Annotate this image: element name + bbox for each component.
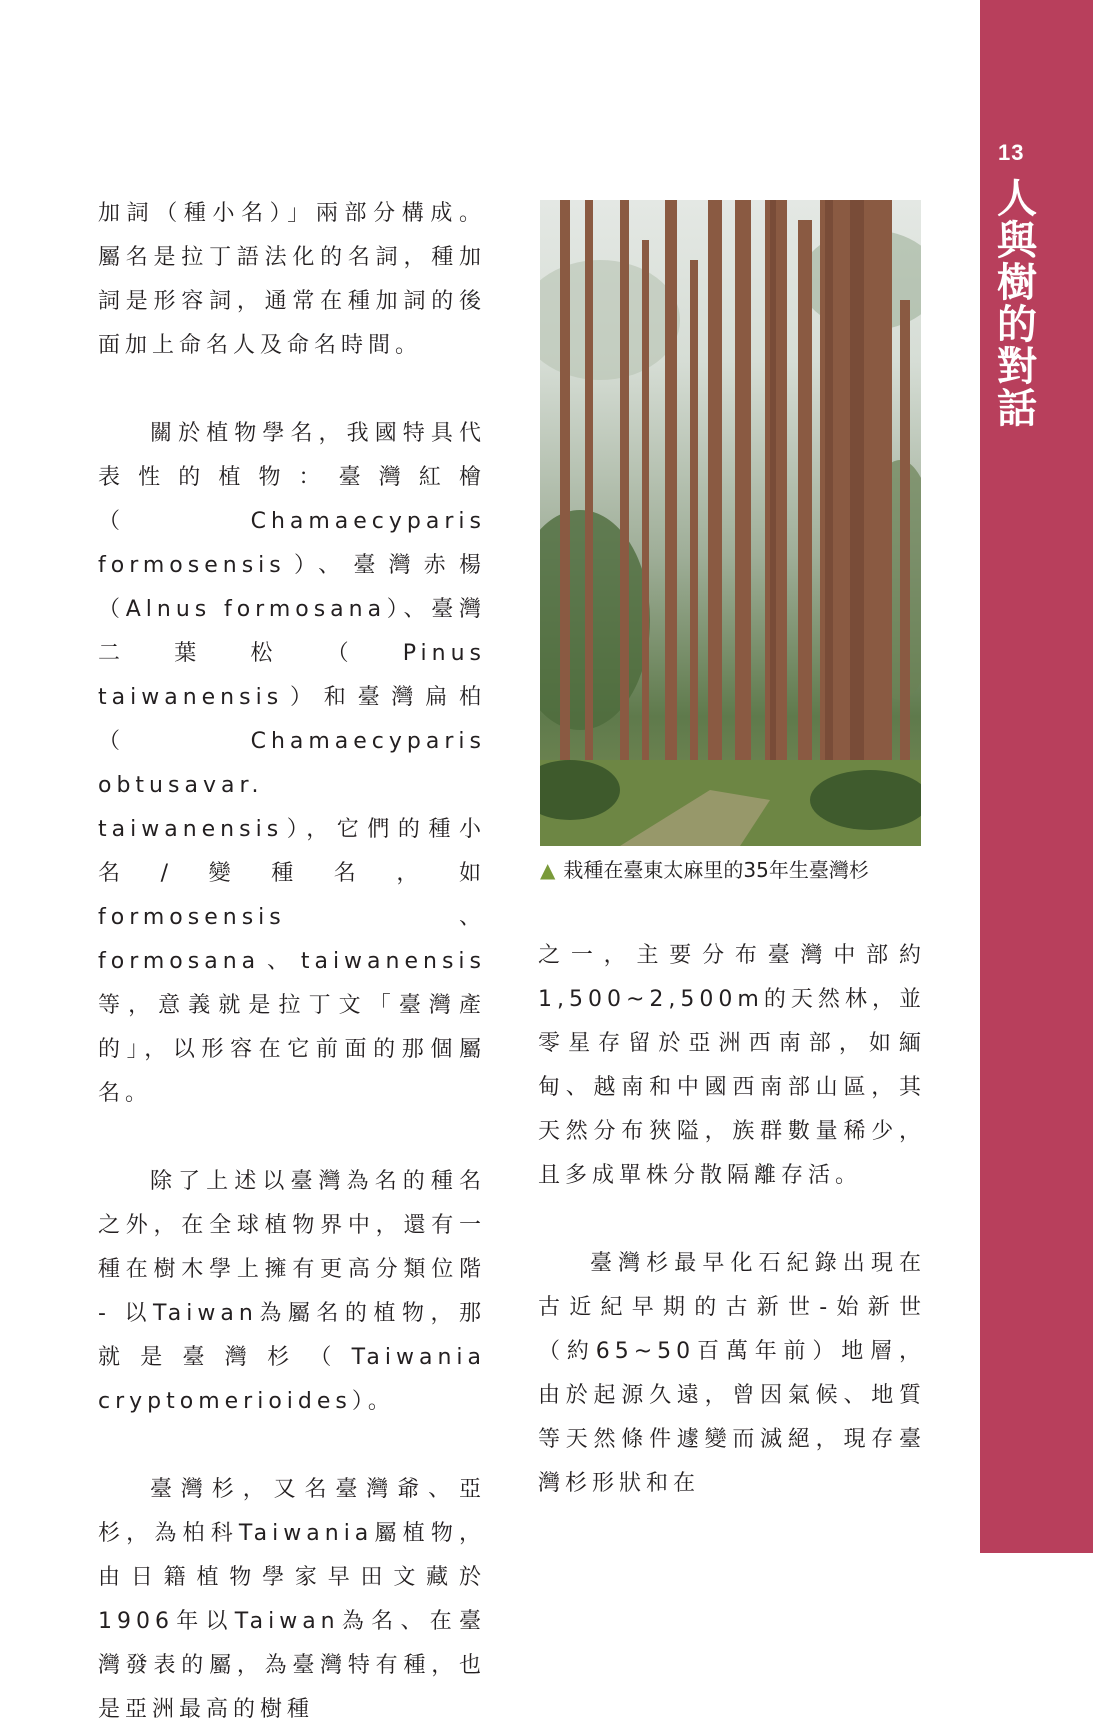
paragraph: 加詞（種小名）」兩部分構成。屬名是拉丁語法化的名詞，種加詞是形容詞，通常在種加詞的後面加上命名人及命名時間。 xyxy=(98,201,486,358)
forest-photo xyxy=(540,200,921,846)
paragraph: 除了上述以臺灣為名的種名之外，在全球植物界中，還有一種在樹木學上擁有更高分類位階 - 以Taiwan為屬名的植物，那就是臺灣杉（Taiwania cryptomerioides）。 xyxy=(98,1169,486,1414)
photo-caption xyxy=(540,855,940,885)
right-text-column xyxy=(538,934,926,1506)
triangle-marker-icon: ▲ xyxy=(540,858,556,882)
paragraph: 臺灣杉最早化石紀錄出現在古近紀早期的古新世-始新世（約65~50百萬年前）地層，由於起源久遠，曾因氣候、地質等天然條件遽變而滅絕，現存臺灣杉形狀和在 xyxy=(538,1251,926,1496)
chapter-title: 人與樹的對話 xyxy=(997,176,1037,432)
page-number: 13 xyxy=(998,140,1025,165)
caption-text: 栽種在臺東太麻里的35年生臺灣杉 xyxy=(563,858,869,882)
paragraph: 臺灣杉，又名臺灣爺、亞杉，為柏科Taiwania屬植物，由日籍植物學家早田文藏於1906年以Taiwan為名、在臺灣發表的屬，為臺灣特有種，也是亞洲最高的樹種 xyxy=(98,1477,486,1722)
left-text-column xyxy=(98,192,486,1732)
paragraph: 關於植物學名，我國特具代表性的植物：臺灣紅檜（Chamaecyparis formosensis）、臺灣赤楊（Alnus formosana）、臺灣二葉松（Pinus taiwanensis）和臺灣扁柏（Chamaecyparis obtusavar. taiwanensis），它們的種小名/變種名，如formosensis、formosana、taiwanensis等，意義就是拉丁文「臺灣產的」，以形容在它前面的那個屬名。 xyxy=(98,421,486,1106)
paragraph: 之一，主要分布臺灣中部約1,500~2,500m的天然林，並零星存留於亞洲西南部，如緬甸、越南和中國西南部山區，其天然分布狹隘，族群數量稀少，且多成單株分散隔離存活。 xyxy=(538,943,926,1188)
